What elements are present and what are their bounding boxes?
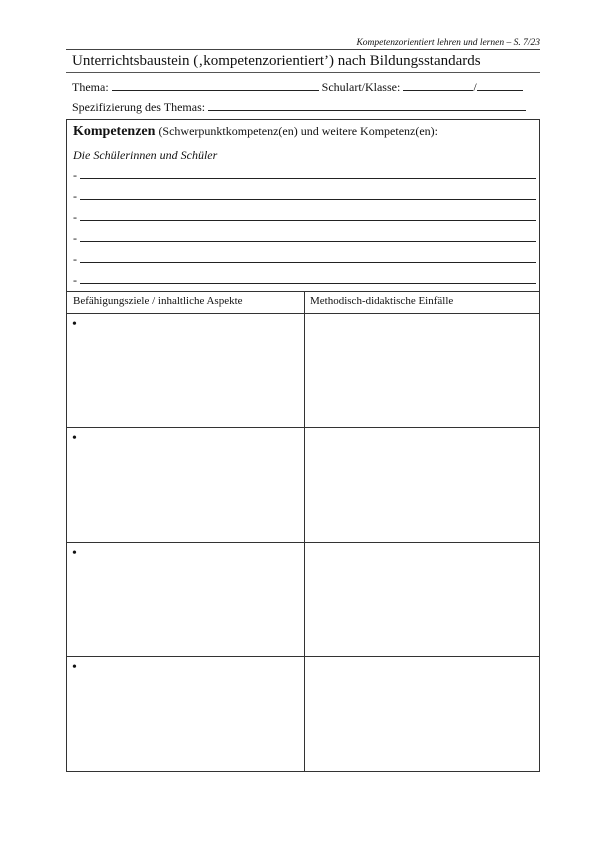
spezifizierung-field[interactable] xyxy=(208,99,526,111)
kompetenz-line[interactable] xyxy=(73,272,536,288)
kompetenz-blank[interactable] xyxy=(80,230,536,242)
row-divider xyxy=(67,427,539,428)
spezifizierung-row xyxy=(72,99,526,115)
thema-label: Thema: xyxy=(72,80,109,94)
line-dash: - xyxy=(73,168,77,182)
row-divider xyxy=(67,656,539,657)
schulart-field[interactable] xyxy=(403,79,473,91)
kompetenz-line[interactable] xyxy=(73,188,536,204)
kompetenz-line[interactable] xyxy=(73,251,536,267)
title-rule xyxy=(66,72,540,73)
kompetenzen-note: (Schwerpunktkompetenz(en) und weitere Kompetenz(en): xyxy=(158,124,438,138)
bullet-row-4: • xyxy=(72,660,77,675)
column-divider xyxy=(304,292,305,771)
kompetenz-blank[interactable] xyxy=(80,167,536,179)
bullet-row-1: • xyxy=(72,317,77,332)
schulart-separator: / xyxy=(473,80,477,94)
line-dash: - xyxy=(73,231,77,245)
thema-field[interactable] xyxy=(112,79,319,91)
kompetenz-blank[interactable] xyxy=(80,209,536,221)
line-dash: - xyxy=(73,252,77,266)
line-dash: - xyxy=(73,189,77,203)
spezifizierung-label: Spezifizierung des Themas: xyxy=(72,100,206,114)
document-title: Unterrichtsbaustein (‚kompetenzorientiert’) nach Bildungsstandards xyxy=(72,53,481,69)
kompetenz-blank[interactable] xyxy=(80,188,536,200)
schulart-label: Schulart/Klasse: xyxy=(321,80,401,94)
line-dash: - xyxy=(73,210,77,224)
kompetenz-line[interactable] xyxy=(73,209,536,225)
kompetenzen-subheading: Die Schülerinnen und Schüler xyxy=(73,148,218,162)
thema-row xyxy=(72,79,523,95)
bullet-row-2: • xyxy=(72,431,77,446)
row-divider xyxy=(67,542,539,543)
planning-table xyxy=(66,291,540,772)
col-header-methodisch: Methodisch-didaktische Einfälle xyxy=(310,295,454,307)
running-header: Kompetenzorientiert lehren und lernen – S. 7/23 xyxy=(356,38,540,48)
kompetenz-line[interactable] xyxy=(73,230,536,246)
kompetenz-line[interactable] xyxy=(73,167,536,183)
kompetenzen-box xyxy=(66,119,540,292)
kompetenzen-heading xyxy=(73,124,438,140)
kompetenzen-title: Kompetenzen xyxy=(73,124,156,139)
kompetenz-blank[interactable] xyxy=(80,272,536,284)
header-divider xyxy=(67,313,539,314)
col-header-befaehigungsziele: Befähigungsziele / inhaltliche Aspekte xyxy=(73,295,243,307)
header-rule xyxy=(66,49,540,50)
klasse-field[interactable] xyxy=(477,79,523,91)
bullet-row-3: • xyxy=(72,546,77,561)
kompetenz-blank[interactable] xyxy=(80,251,536,263)
line-dash: - xyxy=(73,273,77,287)
